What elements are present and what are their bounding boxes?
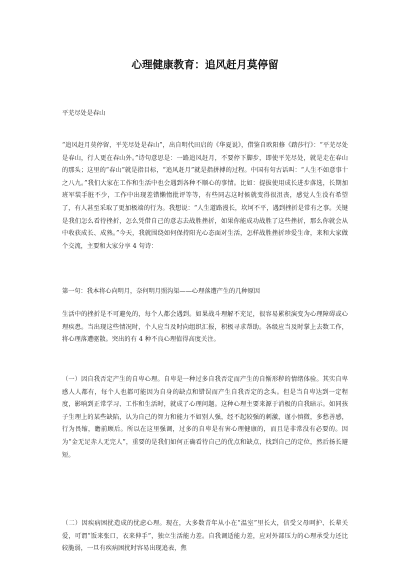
paragraph-anxiety: （二）因疾病困扰造成的忧虑心理。现在，大多数青年从小在“温室”里长大，信受父母呵护、长辈关爱，可谓“饭来张口，衣来伸手”，独立生活能力差。自我调适能力差，应对外部压力的心理承受力还比较脆弱，一旦有疾病困扰时容易出现追表，焦 [62,520,348,553]
paragraph-inferiority: （一）因自我否定产生的自卑心理。自卑是一种过多自我否定而产生的自惭形秽的情绪体验。其实自卑感人人都有，每个人也都可能因为自身的缺点和错误而产生自我否定的念头。但是当自卑达到一定程度，影响到正常学习、工作和生活时，就成了心理问题。这种心理主要来源于消极的自我暗示。如同孩子生理上的某些缺陷，认为自己的智力和能力不如别人强，经不起较强的刺激，谨小慎微，多愁善感，行为畏缩，瞻前顾后。所以在这里强调，过多的自卑是有害心理健康的，而且是非常没有必要的。因为“金无足赤人无完人”，重要的是我们如何正确看待自己的优点和缺点，找到自己的定位，然后扬长避短。 [62,376,348,459]
paragraph-intro: “追风赶月莫停留，平芜尽处是春山”，出自明代田启的《华夏说》，借鉴自欧阳修《踏莎行》：“平芜尽处是春山，行人更在春山外。”诗句意思是：一路追风赶月，不要停下脚步，即使平芜尽处，就是走在春山的那头；这里的“春山”就是指目标，“追风赶月”就是指拼搏的过程。中国有句古话叫：“人生不如意事十之八九。”我们大家在工作和生活中也会遇到各种不顺心的事情。比如：提拔使用成长进步落选，长期加班军装手脏不少，工作中出现差错懒惰批评等等，有些同志这时候就变得很沮丧，感觉人生没有希望了，有人甚至采取了更加极端的行为。我想说：“人生道路漫长，坎坷不平，遇到挫折是常有之事。关键是我们怎么看待挫折，怎么凭借自己的意志去战胜挫折，如果你能成功战胜了这些挫折，那么你就会从中收获成长、成熟。”今天，我就围绕如何保持阳光心态面对生活，怎样战胜挫折珍爱生命，来和大家做个交流，主要和大家分享 4 句诗： [62,142,348,250]
page-title: 心理健康教育：追风赶月莫停留 [131,59,279,71]
paragraph-frustration: 生活中的挫折是不可避免的，每个人都会遇到。如果战斗理解不充足，很容易累积演变为心理障碍或心理疾患。当出现这些情况时，个人应当及时向组织汇报，积极寻求帮助。各级应当及时掌上去数工作，将心理落遭驱散。突出的有 4 种不良心理值得高度关注。 [62,311,348,344]
section-heading: 第一句：我本将心向明月，奈何明月照沟渠——心理落遭产生的几种原因 [62,288,260,295]
subtitle: 平芜尽处是春山 [62,110,106,117]
